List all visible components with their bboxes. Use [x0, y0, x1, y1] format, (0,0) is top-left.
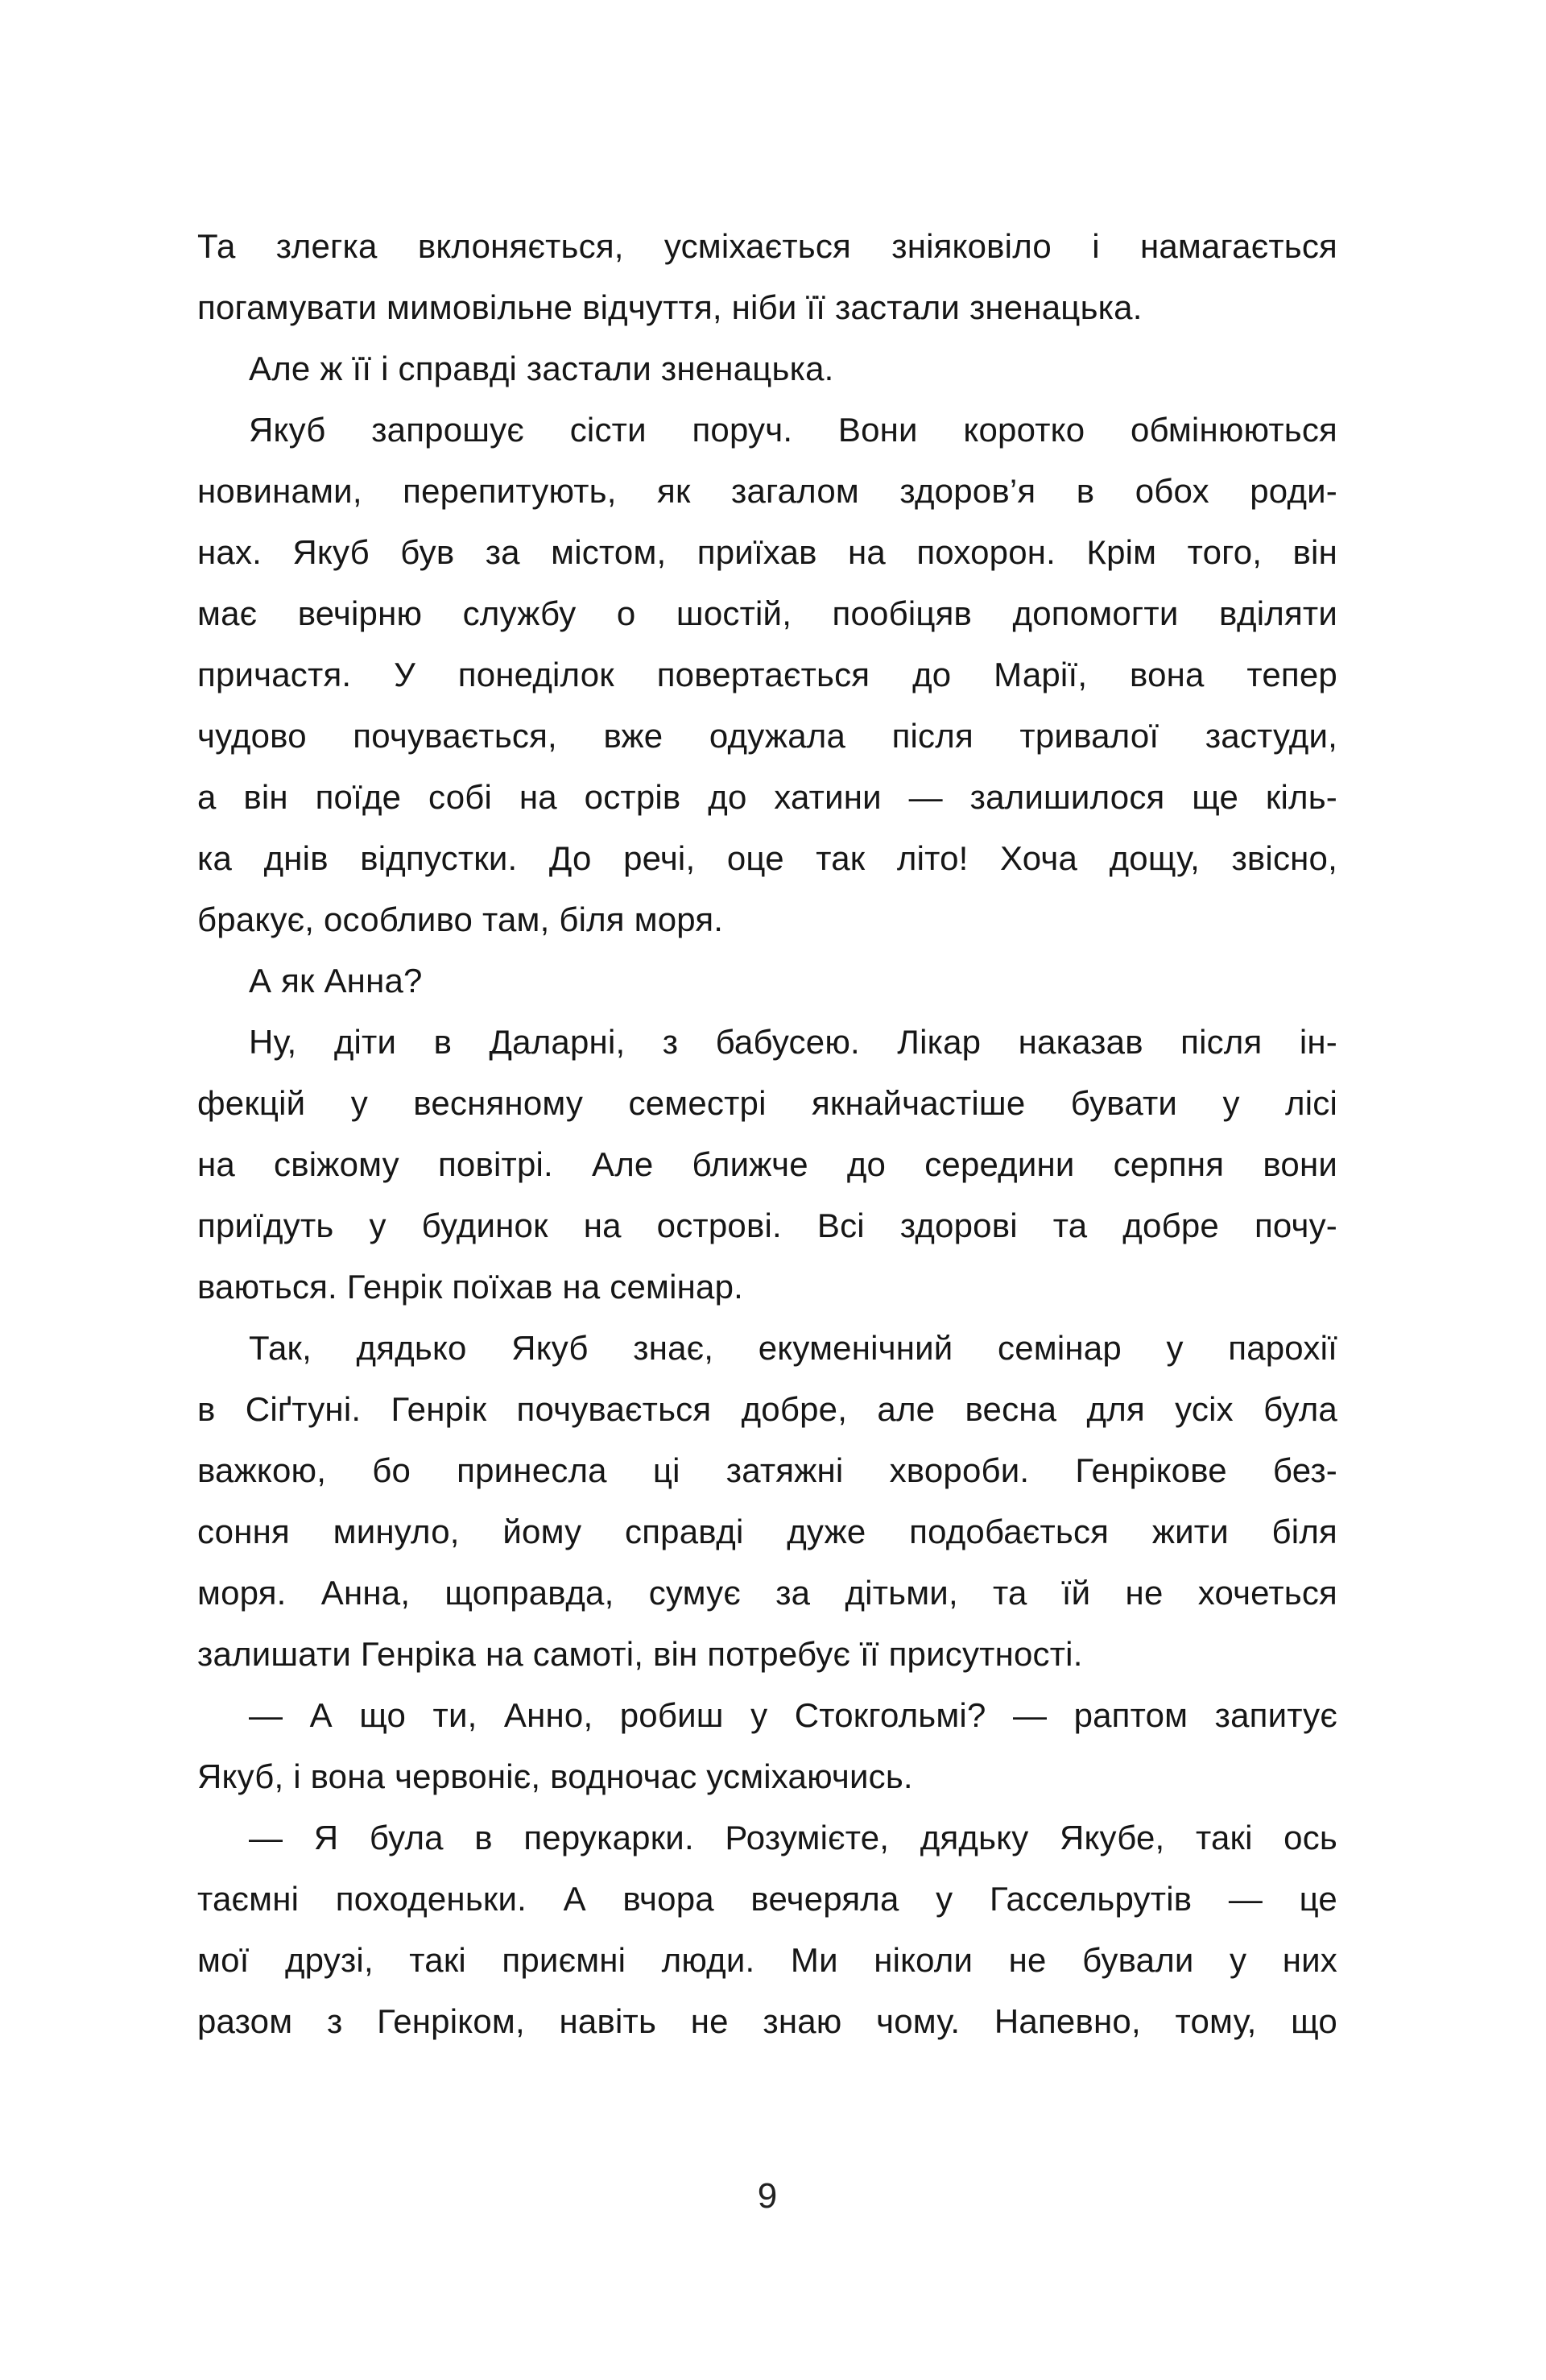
text-line: Якуб запрошує сісти поруч. Вони коротко обмінюються: [249, 411, 1337, 449]
text-line: фекцій у весняному семестрі якнайчастіше бувати у лісі: [197, 1084, 1337, 1122]
text-line: разом з Генріком, навіть не знаю чому. Напевно, тому, що: [197, 2002, 1337, 2040]
text-line: погамувати мимовільне відчуття, ніби її застали зненацька.: [197, 288, 1143, 326]
text-line: має вечірню службу о шостій, пообіцяв допомогти вділяти: [197, 594, 1337, 632]
text-line: моря. Анна, щоправда, сумує за дітьми, та їй не хочеться: [197, 1574, 1337, 1612]
text-line: важкою, бо принесла ці затяжні хвороби. Генрікове без-: [197, 1451, 1337, 1489]
text-line: чудово почувається, вже одужала після тривалої застуди,: [197, 717, 1337, 755]
text-line: Та злегка вклоняється, усміхається зніяковіло і намагається: [197, 227, 1337, 265]
text-line: А як Анна?: [249, 962, 423, 1000]
text-line: причастя. У понеділок повертається до Марії, вона тепер: [197, 656, 1337, 693]
text-line: мої друзі, такі приємні люди. Ми ніколи не бували у них: [197, 1941, 1337, 1979]
text-line: Але ж її і справді застали зненацька.: [249, 350, 834, 387]
text-line: новинами, перепитують, як загалом здоров’я в обох роди-: [197, 472, 1337, 510]
text-line: нах. Якуб був за містом, приїхав на похорон. Крім того, він: [197, 533, 1337, 571]
text-line: бракує, особливо там, біля моря.: [197, 900, 724, 938]
text-line: приїдуть у будинок на острові. Всі здорові та добре почу-: [197, 1207, 1337, 1244]
text-line: Так, дядько Якуб знає, екуменічний семінар у парохії: [249, 1329, 1337, 1367]
text-line: — А що ти, Анно, робиш у Стокгольмі? — раптом запитує: [249, 1696, 1337, 1734]
text-line: Якуб, і вона червоніє, водночас усміхаючись.: [197, 1757, 913, 1795]
text-line: Ну, діти в Даларні, з бабусею. Лікар наказав після ін-: [249, 1023, 1337, 1061]
text-line: ваються. Генрік поїхав на семінар.: [197, 1268, 744, 1306]
text-block: [197, 216, 1337, 2052]
page-number: 9: [757, 2176, 778, 2216]
text-line: а він поїде собі на острів до хатини — залишилося ще кіль-: [197, 778, 1337, 816]
text-line: — Я була в перукарки. Розумієте, дядьку Якубе, такі ось: [249, 1819, 1337, 1856]
text-line: таємні походеньки. А вчора вечеряла у Гассельрутів — це: [197, 1880, 1337, 1918]
text-line: ка днів відпустки. До речі, оце так літо! Хоча дощу, звісно,: [197, 839, 1337, 877]
text-line: соння минуло, йому справді дуже подобається жити біля: [197, 1513, 1337, 1550]
text-line: залишати Генріка на самоті, він потребує її присутності.: [197, 1635, 1083, 1673]
text-line: в Сіґтуні. Генрік почувається добре, але весна для усіх була: [197, 1390, 1337, 1428]
text-line: на свіжому повітрі. Але ближче до середини серпня вони: [197, 1145, 1337, 1183]
